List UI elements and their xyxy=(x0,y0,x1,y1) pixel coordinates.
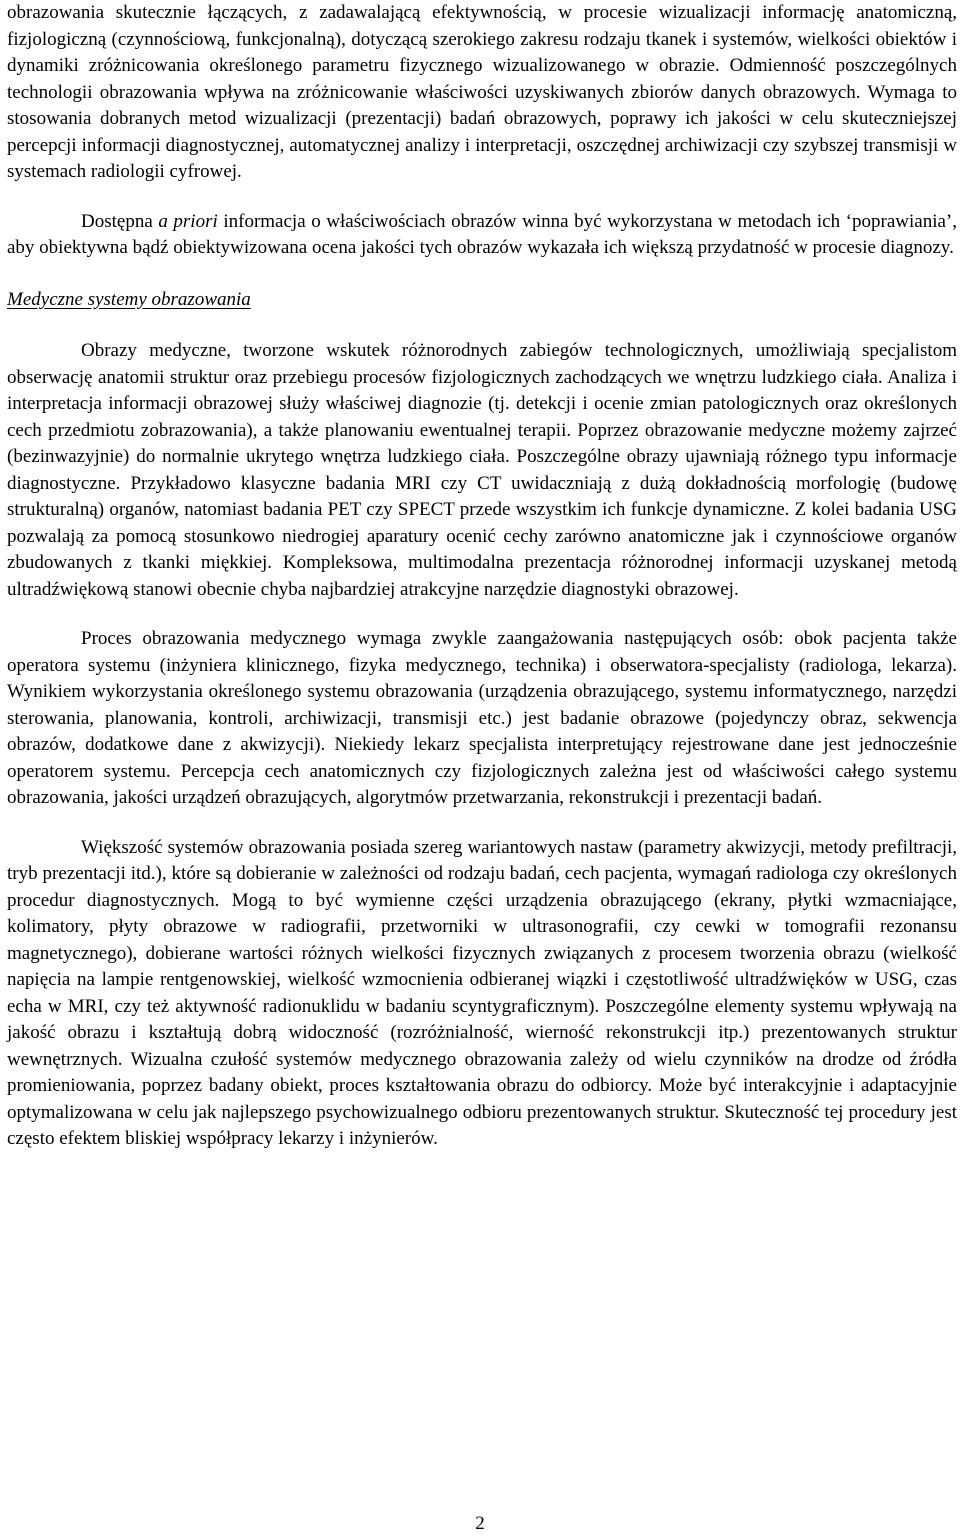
document-page xyxy=(7,0,957,1153)
paragraph-system-settings: Większość systemów obrazowania posiada szereg wariantowych nastaw (parametry akwizycji, metody prefiltracji, tryb prezentacji itd.), które są dobieranie w zależności od rodzaju badań, cech pacjenta, wymagań radiologa czy określonych procedur diagnostycznych. Mogą to być wymienne części urządzenia obrazującego (ekrany, płytki wzmacniające, kolimatory, płyty obrazowe w radiografii, przetworniki w ultrasonografii, czy cewki w tomografii rezonansu magnetycznego), dobierane wartości różnych wielkości fizycznych związanych z procesem tworzenia obrazu (wielkość napięcia na lampie rentgenowskiej, wielkość wzmocnienia odbieranej wiązki i częstotliwość ultradźwięków w USG, czas echa w MRI, czy też aktywność radionuklidu w badaniu scyntygraficznym). Poszczególne elementy systemu wpływają na jakość obrazu i kształtują dobrą widoczność (rozróżnialność, wierność rekonstrukcji itp.) prezentowanych struktur wewnętrznych. Wizualna czułość systemów medycznego obrazowania zależy od wielu czynników na drodze od źródła promieniowania, poprzez badany obiekt, proces kształtowania obrazu do odbiorcy. Może być interakcyjnie i adaptacyjnie optymalizowana w celu jak najlepszego psychowizualnego odbioru prezentowanych struktur. Skuteczność tej procedury jest często efektem bliskiej współpracy lekarzy i inżynierów. xyxy=(7,836,957,1149)
paragraph-a-priori xyxy=(7,209,957,262)
page-number: 2 xyxy=(475,1513,485,1534)
a-priori-term: a priori xyxy=(158,210,218,232)
paragraph-imaging-process: Proces obrazowania medycznego wymaga zwykle zaangażowania następujących osób: obok pacjenta także operatora systemu (inżyniera klinicznego, fizyka medycznego, technika) i obserwatora-specjalisty (radiologa, lekarza). Wynikiem wykorzystania określonego systemu obrazowania (urządzenia obrazującego, systemu informatycznego, narzędzi sterowania, planowania, kontroli, archiwizacji, transmisji etc.) jest badanie obrazowe (pojedynczy obraz, sekwencja obrazów, dodatkowe dane z akwizycji). Niekiedy lekarz specjalista interpretujący rejestrowane dane jest jednocześnie operatorem systemu. Percepcja cech anatomicznych czy fizjologicznych zależna jest od właściwości całego systemu obrazowania, jakości urządzeń obrazujących, algorytmów przetwarzania, rekonstrukcji i prezentacji badań. xyxy=(7,628,957,808)
paragraph-medical-images: Obrazy medyczne, tworzone wskutek różnorodnych zabiegów technologicznych, umożliwiają specjalistom obserwację anatomii struktur oraz przebiegu procesów fizjologicznych zachodzących we wnętrzu ludzkiego ciała. Analiza i interpretacja informacji obrazowej służy właściwej diagnozie (tj. detekcji i ocenie zmian patologicznych oraz określonych cech przedmiotu zobrazowania), a także planowaniu ewentualnej terapii. Poprzez obrazowanie medyczne możemy zajrzeć (bezinwazyjnie) do normalnie ukrytego wnętrza ludzkiego ciała. Poszczególne obrazy ujawniają różnego typu informacje diagnostyczne. Przykładowo klasyczne badania MRI czy CT uwidaczniają z dużą dokładnością morfologię (budowę strukturalną) organów, natomiast badania PET czy SPECT przede wszystkim ich funkcje dynamiczne. Z kolei badania USG pozwalają za pomocą stosunkowo niedrogiej aparatury ocenić cechy zarówno anatomiczne jak i czynnościowe organów zbudowanych z tkanki miękkiej. Kompleksowa, multimodalna prezentacja różnorodnej informacji uzyskanej metodą ultradźwiękową stanowi obecnie chyba najbardziej atrakcyjne narzędzie diagnostyki obrazowej. xyxy=(7,340,957,600)
section-heading: Medyczne systemy obrazowania xyxy=(7,288,251,310)
paragraph-a-priori-end: informacja o właściwościach obrazów winna być wykorzystana w metodach ich ‘poprawiania’, aby obiektywna bądź obiektywizowana ocena jakości tych obrazów wykazała ich większą przydatność w procesie diagnozy. xyxy=(7,210,957,258)
paragraph-continuation: obrazowania skutecznie łączących, z zadawalającą efektywnością, w procesie wizualizacji informację anatomiczną, fizjologiczną (czynnościową, funkcjonalną), dotyczącą szerokiego zakresu rodzaju tkanek i systemów, wielkości obiektów i dynamiki zróżnicowania określonego parametru fizycznego wizualizowanego w obrazie. Odmienność poszczególnych technologii obrazowania wpływa na zróżnicowanie właściwości uzyskiwanych zbiorów danych obrazowych. Wymaga to stosowania dobranych metod wizualizacji (prezentacji) badań obrazowych, poprawy ich jakości w celu skuteczniejszej percepcji informacji diagnostycznej, automatycznej analizy i interpretacji, oszczędnej archiwizacji czy szybszej transmisji w systemach radiologii cyfrowej. xyxy=(7,2,957,182)
paragraph-a-priori-start: Dostępna xyxy=(81,210,159,232)
